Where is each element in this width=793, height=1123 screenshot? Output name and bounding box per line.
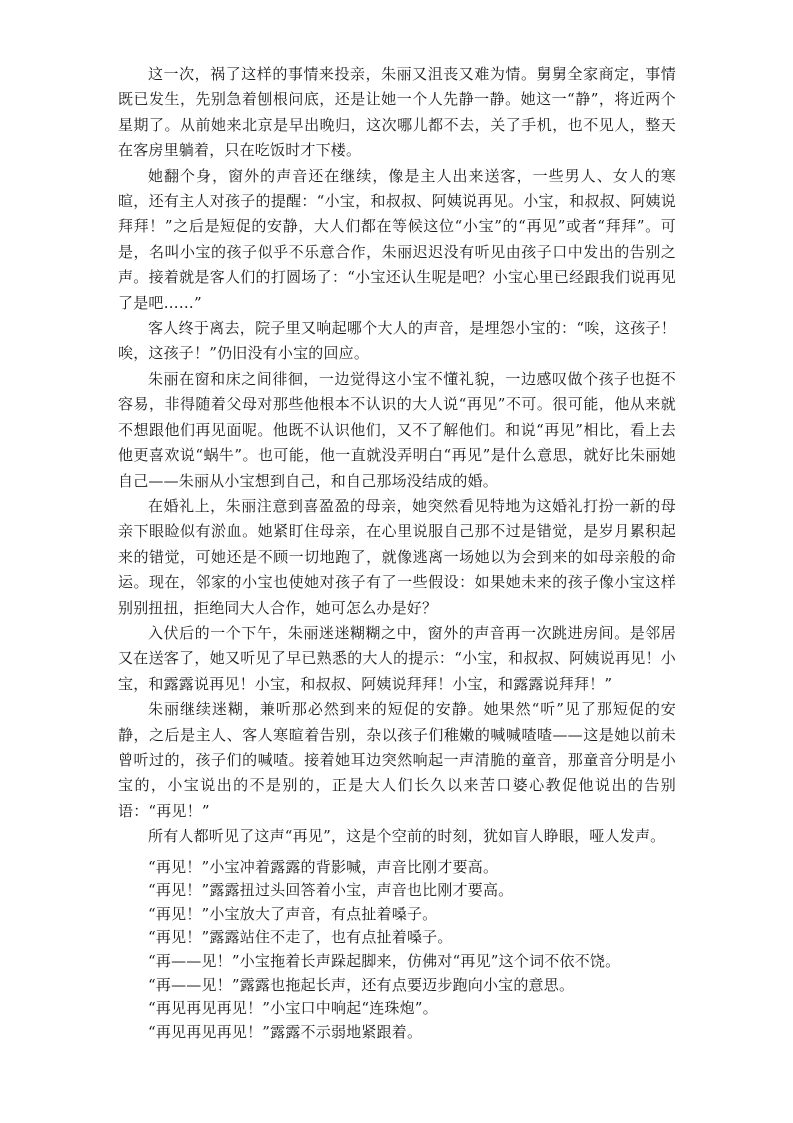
dialogue-line: “再见！”小宝放大了声音，有点扯着嗓子。 bbox=[148, 904, 438, 923]
paragraph: 在婚礼上，朱丽注意到喜盈盈的母亲，她突然看见特地为这婚礼打扮一新的母亲下眼睑似有淤血。她紧盯住母亲，在心里说服自己那不过是错觉，是岁月累积起来的错觉，可她还是不顾一切地跑了，就像逃离一场她以为会到来的如母亲般的命运。现在，邻家的小宝也使她对孩子有了一些假设：如果她未来的孩子像小宝这样别别扭扭，拒绝同大人合作，她可怎么办是好？ bbox=[118, 496, 676, 617]
dialogue-line: “再——见！”露露也拖起长声，还有点要迈步跑向小宝的意思。 bbox=[148, 975, 575, 994]
paragraph: 客人终于离去，院子里又响起哪个大人的声音，是埋怨小宝的：“唉，这孩子！唉，这孩子！”仍旧没有小宝的回应。 bbox=[118, 319, 676, 363]
paragraph: 朱丽继续迷糊，兼听那必然到来的短促的安静。她果然“听”见了那短促的安静，之后是主人、客人寒暄着告别，杂以孩子们稚嫩的喊喊喳喳——这是她以前未曾听过的，孩子们的喊喳。接着她耳边突然响起一声清脆的童音，那童音分明是小宝的，小宝说出的不是别的，正是大人们长久以来苦口婆心教促他说出的告别语：“再见！” bbox=[118, 700, 676, 820]
dialogue-line: “再见！”小宝冲着露露的背影喊，声音比刚才要高。 bbox=[148, 857, 499, 876]
dialogue-line: “再见再见再见！”小宝口中响起“连珠炮”。 bbox=[148, 999, 438, 1018]
dialogue-line: “再见！”露露扭过头回答着小宝，声音也比刚才要高。 bbox=[148, 881, 514, 900]
paragraph: 所有人都听见了这声“再见”，这是个空前的时刻，犹如盲人睁眼，哑人发声。 bbox=[148, 827, 666, 846]
paragraph: 入伏后的一个下午，朱丽迷迷糊糊之中，窗外的声音再一次跳进房间。是邻居又在送客了，她又听见了早已熟悉的大人的提示：“小宝，和叔叔、阿姨说再见！小宝，和露露说再见！小宝，和叔叔、阿姨说拜拜！小宝，和露露说拜拜！” bbox=[118, 623, 676, 693]
dialogue-line: “再见！”露露站住不走了，也有点扯着嗓子。 bbox=[148, 928, 453, 947]
paragraph: 朱丽在窗和床之间徘徊，一边觉得这小宝不懂礼貌，一边感叹做个孩子也挺不容易，非得随着父母对那些他根本不认识的大人说“再见”不可。很可能，他从来就不想跟他们再见面呢。他既不认识他们，又不了解他们。和说“再见”相比，看上去他更喜欢说“蜗牛”。也可能，他一直就没弄明白“再见”是什么意思，就好比朱丽她自己——朱丽从小宝想到自己，和自己那场没结成的婚。 bbox=[118, 369, 676, 490]
dialogue-line: “再——见！”小宝拖着长声跺起脚来，仿佛对“再见”这个词不依不饶。 bbox=[148, 951, 621, 970]
document-page bbox=[118, 62, 676, 1044]
paragraph: 这一次，祸了这样的事情来投亲，朱丽又沮丧又难为情。舅舅全家商定，事情既已发生，先别急着刨根问底，还是让她一个人先静一静。她这一“静”，将近两个星期了。从前她来北京是早出晚归，这次哪儿都不去，关了手机，也不见人，整天在客房里躺着，只在吃饭时才下楼。 bbox=[118, 65, 676, 160]
paragraph: 她翻个身，窗外的声音还在继续，像是主人出来送客，一些男人、女人的寒暄，还有主人对孩子的提醒：“小宝，和叔叔、阿姨说再见。小宝，和叔叔、阿姨说拜拜！”之后是短促的安静，大人们都在等候这位“小宝”的“再见”或者“拜拜”。可是，名叫小宝的孩子似乎不乐意合作，朱丽迟迟没有听见由孩子口中发出的告别之声。接着就是客人们的打圆场了：“小宝还认生呢是吧？小宝心里已经跟我们说再见了是吧……” bbox=[118, 166, 676, 312]
dialogue-line: “再见再见再见！”露露不示弱地紧跟着。 bbox=[148, 1022, 423, 1041]
